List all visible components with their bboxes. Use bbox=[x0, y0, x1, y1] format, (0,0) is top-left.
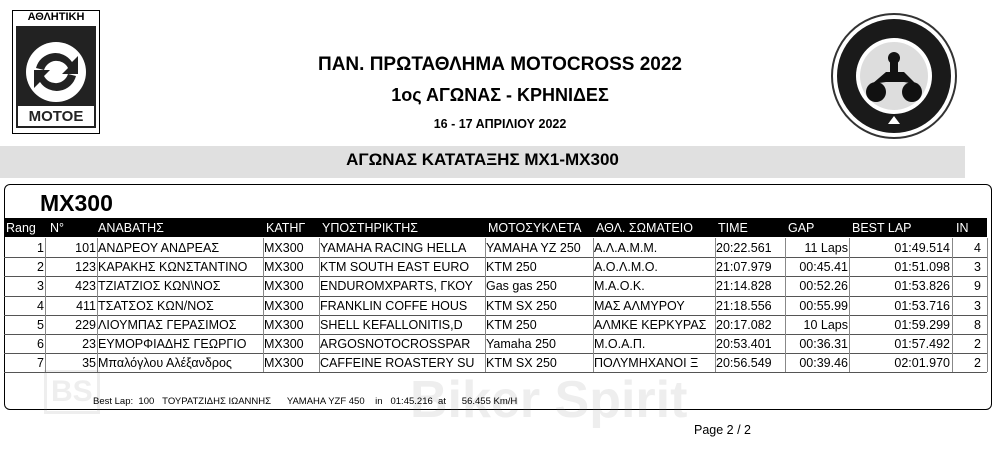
cell-number: 411 bbox=[76, 298, 96, 313]
cell-category: MX300 bbox=[264, 356, 304, 371]
cell-best-lap: 01:53.716 bbox=[894, 298, 950, 313]
row-divider bbox=[4, 296, 987, 297]
round-title: 1ος ΑΓΩΝΑΣ - ΚΡΗΝΙΔΕΣ bbox=[391, 85, 609, 105]
cell-time: 21:18.556 bbox=[716, 298, 772, 313]
race-title: ΑΓΩΝΑΣ ΚΑΤΑΤΑΞΗΣ MX1-MX300 bbox=[346, 150, 619, 169]
cell-sponsor: ENDUROMXPARTS, ΓΚΟΥ bbox=[320, 279, 473, 294]
cell-number: 23 bbox=[82, 337, 96, 351]
cell-rider: ΕΥΜΟΡΦΙΑΔΗΣ ΓΕΩΡΓΙΟ bbox=[98, 337, 247, 351]
cell-number: 123 bbox=[75, 260, 96, 275]
row-divider bbox=[4, 315, 987, 316]
cell-best-lap: 02:01.970 bbox=[894, 356, 950, 371]
column-divider bbox=[715, 238, 716, 372]
cell-time: 20:56.549 bbox=[716, 356, 772, 371]
cell-club: ΠΟΛΥΜΗΧΑΝΟΙ Ξ bbox=[594, 356, 699, 371]
cell-rider: ΛΙΟΥΜΠΑΣ ΓΕΡΑΣΙΜΟΣ bbox=[98, 317, 237, 332]
column-header-gap: GAP bbox=[788, 221, 815, 235]
column-divider bbox=[785, 238, 786, 372]
column-header-best-lap: BEST LAP bbox=[852, 221, 912, 235]
cell-club: ΜΑΣ ΑΛΜΥΡΟΥ bbox=[594, 298, 685, 313]
row-divider bbox=[4, 334, 987, 335]
cell-motorcycle: YAMAHA YZ 250 bbox=[486, 241, 581, 255]
cell-gap: 11 Laps bbox=[804, 241, 848, 255]
cell-motorcycle: Yamaha 250 bbox=[486, 337, 556, 351]
cell-category: MX300 bbox=[264, 279, 304, 294]
watermark-badge: BS bbox=[44, 370, 100, 414]
cell-gap: 10 Laps bbox=[803, 317, 848, 332]
cell-rider: ΤΣΑΤΣΟΣ ΚΩΝ/ΝΟΣ bbox=[98, 298, 214, 313]
cell-club: Α.Λ.Α.Μ.Μ. bbox=[594, 241, 658, 255]
cell-time: 20:17.082 bbox=[716, 317, 772, 332]
cell-in: 3 bbox=[974, 260, 981, 275]
cell-gap: 00:52.26 bbox=[799, 279, 848, 294]
cell-in: 4 bbox=[974, 241, 981, 255]
cell-in: 8 bbox=[974, 317, 981, 332]
cell-gap: 00:39.46 bbox=[799, 356, 848, 371]
column-header-sponsor: ΥΠΟΣΤΗΡΙΚΤΗΣ bbox=[322, 221, 419, 235]
column-header-motorcycle: ΜΟΤΟΣΥΚΛΕΤΑ bbox=[488, 221, 582, 235]
column-header-in: IN bbox=[956, 221, 969, 235]
cell-number: 423 bbox=[75, 279, 96, 294]
cell-club: ΑΛΜΚΕ ΚΕΡΚΥΡΑΣ bbox=[594, 317, 707, 332]
column-header-club: ΑΘΛ. ΣΩΜΑΤΕΙΟ bbox=[596, 221, 693, 235]
cell-gap: 00:45.41 bbox=[799, 260, 848, 275]
column-header-rang: Rang bbox=[6, 221, 36, 235]
cell-best-lap: 01:49.514 bbox=[894, 241, 950, 255]
page-number: Page 2 / 2 bbox=[694, 423, 751, 437]
logo-left-top-text: ΑΘΛΗΤΙΚΗ bbox=[27, 11, 85, 23]
column-divider bbox=[849, 238, 850, 372]
cell-rang: 3 bbox=[37, 279, 44, 294]
cell-motorcycle: KTM 250 bbox=[486, 317, 537, 332]
row-divider bbox=[4, 353, 987, 354]
column-divider bbox=[45, 238, 46, 372]
cell-category: MX300 bbox=[264, 241, 304, 255]
cell-motorcycle: KTM SX 250 bbox=[486, 298, 557, 313]
cell-best-lap: 01:53.826 bbox=[894, 279, 950, 294]
column-divider bbox=[593, 238, 594, 372]
cell-rang: 4 bbox=[37, 298, 44, 313]
cell-club: Μ.Α.Ο.Κ. bbox=[594, 279, 645, 294]
cell-sponsor: KTM SOUTH EAST EURO bbox=[320, 260, 470, 275]
cell-club: Μ.Ο.Α.Π. bbox=[594, 337, 646, 351]
logo-left-bottom-text: MOTOE bbox=[28, 108, 84, 125]
column-header-rider: ΑΝΑΒΑΤΗΣ bbox=[98, 221, 164, 235]
cell-time: 20:22.561 bbox=[716, 241, 772, 255]
class-name: MX300 bbox=[40, 190, 113, 216]
cell-sponsor: SHELL KEFALLONITIS,D bbox=[320, 317, 463, 332]
cell-gap: 00:36.31 bbox=[799, 337, 848, 351]
event-dates: 16 - 17 ΑΠΡΙΛΙΟΥ 2022 bbox=[433, 117, 567, 131]
cell-in: 3 bbox=[974, 298, 981, 313]
cell-club: Α.Ο.Λ.Μ.Ο. bbox=[594, 260, 658, 275]
championship-title: ΠΑΝ. ΠΡΩΤΑΘΛΗΜΑ MOTOCROSS 2022 bbox=[317, 54, 682, 75]
row-divider bbox=[4, 276, 987, 277]
cell-in: 2 bbox=[974, 356, 981, 371]
cell-motorcycle: Gas gas 250 bbox=[486, 279, 557, 294]
column-header-time: TIME bbox=[718, 221, 748, 235]
cell-time: 21:07.979 bbox=[716, 260, 772, 275]
best-lap-summary: Best Lap: 100 ΤΟΥΡΑΤΖΙΔΗΣ ΙΩΑΝΝΗΣ YAMAHA YZF 450 in 01:45.216 at 56.455 Km/H bbox=[93, 396, 518, 407]
cell-number: 101 bbox=[75, 241, 96, 255]
cell-category: MX300 bbox=[264, 260, 304, 275]
cell-time: 20:53.401 bbox=[716, 337, 772, 351]
cell-in: 9 bbox=[974, 279, 981, 294]
cell-category: MX300 bbox=[264, 317, 304, 332]
cell-motorcycle: KTM SX 250 bbox=[486, 356, 557, 371]
column-divider bbox=[952, 238, 953, 372]
cell-rang: 2 bbox=[37, 260, 44, 275]
cell-rider: ΑΝΔΡΕΟΥ ΑΝΔΡΕΑΣ bbox=[98, 241, 220, 255]
cell-motorcycle: KTM 250 bbox=[486, 260, 537, 275]
cell-number: 35 bbox=[82, 356, 96, 371]
cell-rang: 6 bbox=[37, 337, 44, 351]
cell-sponsor: YAMAHA RACING HELLA bbox=[320, 241, 467, 255]
column-divider bbox=[319, 238, 320, 372]
cell-sponsor: FRANKLIN COFFE HOUS bbox=[320, 298, 468, 313]
cell-rider: ΤΖΙΑΤΖΙΟΣ ΚΩΝ\ΝΟΣ bbox=[98, 279, 221, 294]
cell-rider: ΚΑΡΑΚΗΣ ΚΩΝΣΤΑΝΤΙΝΟ bbox=[98, 260, 248, 275]
row-divider bbox=[4, 257, 987, 258]
cell-rang: 5 bbox=[37, 317, 44, 332]
column-divider bbox=[263, 238, 264, 372]
cell-gap: 00:55.99 bbox=[799, 298, 848, 313]
column-header-category: ΚΑΤΗΓ bbox=[266, 221, 306, 235]
column-divider bbox=[987, 238, 988, 372]
cell-category: MX300 bbox=[264, 298, 304, 313]
watermark-text: Biker Spirit bbox=[410, 371, 688, 429]
cell-best-lap: 01:57.492 bbox=[894, 337, 950, 351]
column-header-number: N° bbox=[50, 221, 65, 235]
cell-sponsor: CAFFEINE ROASTERY SU bbox=[320, 356, 475, 371]
cell-number: 229 bbox=[75, 317, 96, 332]
cell-best-lap: 01:51.098 bbox=[894, 260, 950, 275]
cell-time: 21:14.828 bbox=[716, 279, 772, 294]
cell-sponsor: ARGOSNOTOCROSSPAR bbox=[320, 337, 471, 351]
column-divider bbox=[485, 238, 486, 372]
cell-best-lap: 01:59.299 bbox=[894, 317, 950, 332]
cell-rang: 1 bbox=[37, 241, 44, 255]
cell-rider: Μπαλόγλου Αλέξανδρος bbox=[98, 356, 232, 371]
cell-rang: 7 bbox=[37, 356, 44, 371]
column-divider bbox=[97, 238, 98, 372]
cell-in: 2 bbox=[974, 337, 981, 351]
cell-category: MX300 bbox=[264, 337, 304, 351]
